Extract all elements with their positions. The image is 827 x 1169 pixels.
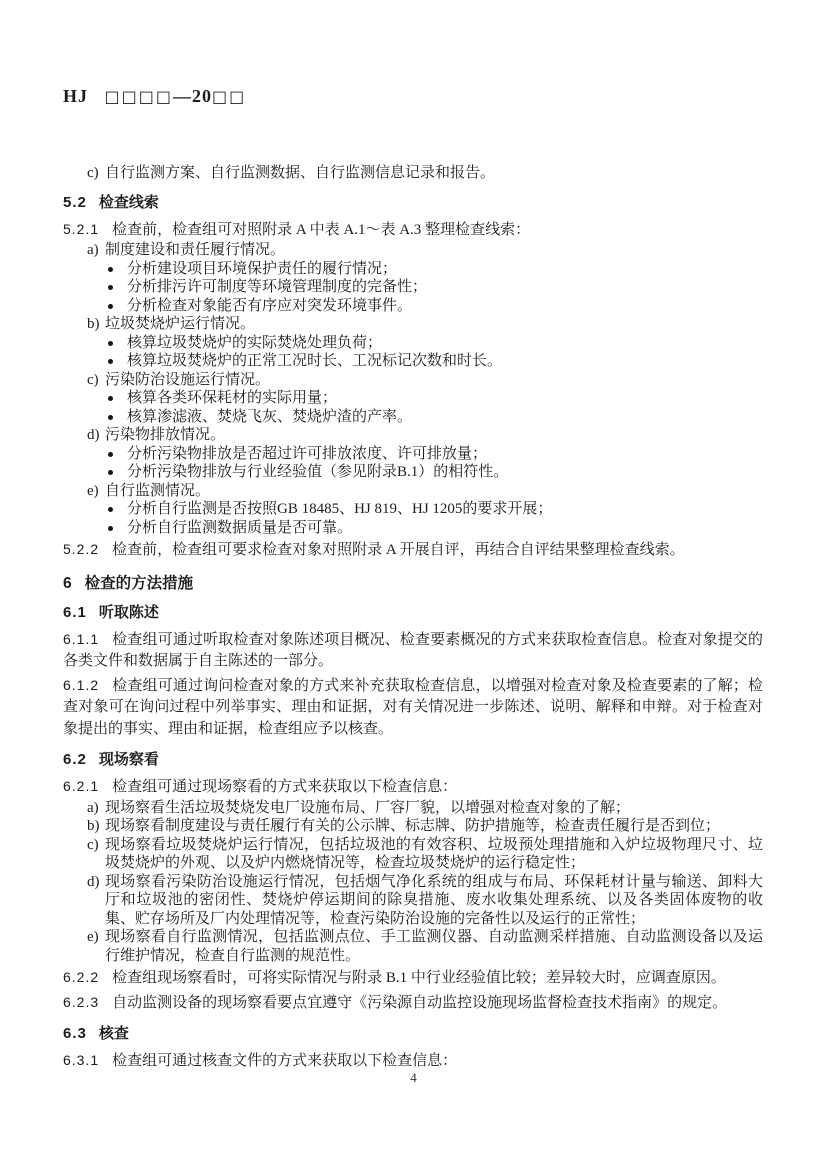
bullet-list-item: [63, 445, 763, 464]
clause-text: 检查组可通过询问检查对象的方式来补充获取检查信息，以增强对检查对象及检查要素的了解；检查对象可在询问过程中列举事实、理由和证据，对有关情况进一步陈述、说明、解释和申辩。对于检查对象提出的事实、理由和证据，检查组应予以核查。: [63, 677, 763, 737]
document-body: [63, 164, 763, 1073]
bullet-item-text: 核算各类环保耗材的实际用量；: [127, 390, 338, 406]
page-number: 4: [410, 1070, 417, 1085]
clause-number: 6.3.1: [63, 1052, 100, 1068]
bullet-list-item: [63, 278, 763, 297]
bullet-icon: [108, 507, 113, 512]
heading-number: 6: [63, 574, 73, 592]
clause-text: 自动监测设备的现场察看要点宜遵守《污染源自动监控设施现场监督检查技术指南》的规定。: [112, 994, 728, 1011]
clause-number: 5.2.1: [63, 220, 100, 237]
list-item-a: [63, 799, 763, 818]
heading-number: 6.1: [63, 603, 87, 621]
section-heading-5.2: [63, 193, 763, 212]
bullet-list-item: [63, 334, 763, 353]
clause-5.2.2: [63, 539, 763, 562]
list-item-text: 自行监测方案、自行监测数据、自行监测信息记录和报告。: [105, 165, 496, 181]
list-item-text: 污染防治设施运行情况。: [105, 371, 271, 388]
clause-5.2.1: [63, 219, 763, 242]
bullet-item-text: 核算渗滤液、焚烧飞灰、焚烧炉渣的产率。: [127, 408, 413, 425]
bullet-icon: [108, 396, 113, 401]
standard-year-dash: —20: [172, 86, 212, 106]
list-item-marker: c): [87, 165, 99, 181]
bullet-item-text: 分析污染物排放与行业经验值（参见附录B.1）的相符性。: [127, 464, 509, 480]
bullet-item-text: 分析污染物排放是否超过许可排放浓度、许可排放量；: [127, 445, 488, 462]
list-item-c: [63, 371, 763, 390]
heading-number: 6.2: [63, 751, 87, 768]
list-item-marker: e): [87, 929, 99, 945]
bullet-list-item: [63, 408, 763, 427]
heading-title: 检查的方法措施: [84, 574, 194, 592]
heading-number: 6.3: [63, 1025, 87, 1042]
section-heading-6.2: [63, 750, 763, 769]
heading-title: 听取陈述: [98, 603, 159, 621]
list-item-c: [63, 836, 763, 873]
list-item-marker: b): [87, 316, 100, 332]
list-item-marker: a): [87, 799, 99, 816]
clause-text: 检查组现场察看时，可将实际情况与附录 B.1 中行业经验值比较；差异较大时，应调查原因。: [112, 970, 726, 986]
list-item-marker: a): [87, 242, 99, 258]
clause-text: 检查前，检查组可要求检查对象对照附录 A 开展自评，再结合自评结果整理检查线索。: [112, 542, 685, 558]
bullet-icon: [108, 285, 113, 290]
bullet-item-text: 分析自行监测是否按照GB 18485、HJ 819、HJ 1205的要求开展；: [127, 501, 553, 517]
bullet-icon: [108, 341, 113, 346]
clause-6.2.3: [63, 992, 763, 1015]
bullet-list-item: [63, 500, 763, 519]
list-item-c: [63, 164, 763, 183]
clause-text: 检查前，检查组可对照附录 A 中表 A.1～表 A.3 整理检查线索：: [112, 221, 531, 238]
bullet-icon: [108, 415, 113, 420]
clause-6.2.1: [63, 776, 763, 799]
list-item-text: 污染物排放情况。: [105, 427, 226, 443]
heading-title: 检查线索: [98, 193, 159, 211]
bullet-item-text: 分析检查对象能否有序应对突发环境事件。: [127, 297, 413, 314]
section-heading-6: [63, 574, 763, 593]
clause-number: 6.1.1: [63, 630, 100, 647]
clause-text: 检查组可通过现场察看的方式来获取以下检查信息：: [112, 779, 458, 795]
heading-number: 5.2: [63, 193, 87, 211]
standard-year-placeholder-squares: □□: [211, 87, 247, 106]
list-item-text: 现场察看污染防治设施运行情况，包括烟气净化系统的组成与布局、环保耗材计量与输送、卸料大厅和垃圾池的密闭性、焚烧炉停运期间的除臭措施、废水收集处理系统、以及各类固体废物的收集、贮存场所及厂内处理情况等，检查污染防治设施的完备性以及运行的正常性；: [105, 873, 763, 927]
heading-title: 核查: [98, 1025, 129, 1042]
bullet-list-item: [63, 389, 763, 408]
standard-prefix: HJ: [63, 86, 89, 106]
list-item-text: 现场察看垃圾焚烧炉运行情况，包括垃圾池的有效容积、垃圾预处理措施和入炉垃圾物理尺寸、垃圾焚烧炉的外观、以及炉内燃烧情况等，检查垃圾焚烧炉的运行稳定性；: [105, 836, 763, 871]
list-item-marker: e): [87, 482, 99, 499]
clause-number: 6.2.1: [63, 778, 100, 794]
bullet-list-item: [63, 519, 763, 538]
bullet-item-text: 分析自行监测数据质量是否可靠。: [127, 519, 353, 536]
bullet-icon: [108, 470, 113, 475]
standard-number-header: [63, 86, 246, 107]
list-item-marker: d): [87, 427, 100, 443]
bullet-list-item: [63, 297, 763, 316]
list-item-e: [63, 482, 763, 501]
list-item-text: 制度建设和责任履行情况。: [105, 242, 286, 258]
list-item-d: [63, 426, 763, 445]
clause-text: 检查组可通过听取检查对象陈述项目概况、检查要素概况的方式来获取检查信息。检查对象提交的各类文件和数据属于自主陈述的一部分。: [63, 631, 763, 669]
list-item-b: [63, 315, 763, 334]
bullet-icon: [108, 267, 113, 272]
standard-number-placeholder-squares: □□□□: [104, 87, 173, 106]
clause-text: 检查组可通过核查文件的方式来获取以下检查信息：: [112, 1053, 458, 1069]
clause-number: 6.1.2: [63, 676, 100, 693]
list-item-b: [63, 817, 763, 836]
bullet-item-text: 分析建设项目环境保护责任的履行情况；: [127, 260, 398, 277]
bullet-icon: [108, 526, 113, 531]
clause-number: 6.2.2: [63, 969, 100, 985]
heading-title: 现场察看: [98, 751, 159, 768]
section-heading-6.1: [63, 603, 763, 622]
list-item-a: [63, 241, 763, 260]
bullet-icon: [108, 452, 113, 457]
bullet-icon: [108, 359, 113, 364]
list-item-text: 自行监测情况。: [105, 482, 211, 499]
bullet-list-item: [63, 463, 763, 482]
list-item-e: [63, 928, 763, 965]
clause-number: 5.2.2: [63, 541, 100, 557]
list-item-text: 现场察看自行监测情况，包括监测点位、手工监测仪器、自动监测采样措施、自动监测设备以及运行维护情况，检查自行监测的规范性。: [105, 929, 763, 964]
list-item-text: 现场察看制度建设与责任履行有关的公示牌、标志牌、防护措施等，检查责任履行是否到位；: [105, 818, 721, 834]
list-item-text: 现场察看生活垃圾焚烧发电厂设施布局、厂容厂貌，以增强对检查对象的了解；: [105, 799, 631, 816]
clause-6.1.1: [63, 629, 763, 673]
clause-6.1.2: [63, 675, 763, 741]
list-item-marker: d): [87, 873, 100, 890]
list-item-marker: c): [87, 836, 99, 853]
bullet-list-item: [63, 352, 763, 371]
bullet-list-item: [63, 260, 763, 279]
section-heading-6.3: [63, 1024, 763, 1043]
bullet-item-text: 核算垃圾焚烧炉的实际焚烧处理负荷；: [127, 334, 383, 351]
bullet-icon: [108, 304, 113, 309]
bullet-item-text: 核算垃圾焚烧炉的正常工况时长、工况标记次数和时长。: [127, 353, 503, 369]
list-item-text: 垃圾焚烧炉运行情况。: [105, 316, 256, 332]
list-item-marker: c): [87, 371, 99, 388]
clause-6.2.2: [63, 967, 763, 990]
bullet-item-text: 分析排污许可制度等环境管理制度的完备性；: [127, 279, 428, 295]
clause-number: 6.2.3: [63, 993, 100, 1010]
list-item-marker: b): [87, 818, 100, 834]
list-item-d: [63, 873, 763, 929]
